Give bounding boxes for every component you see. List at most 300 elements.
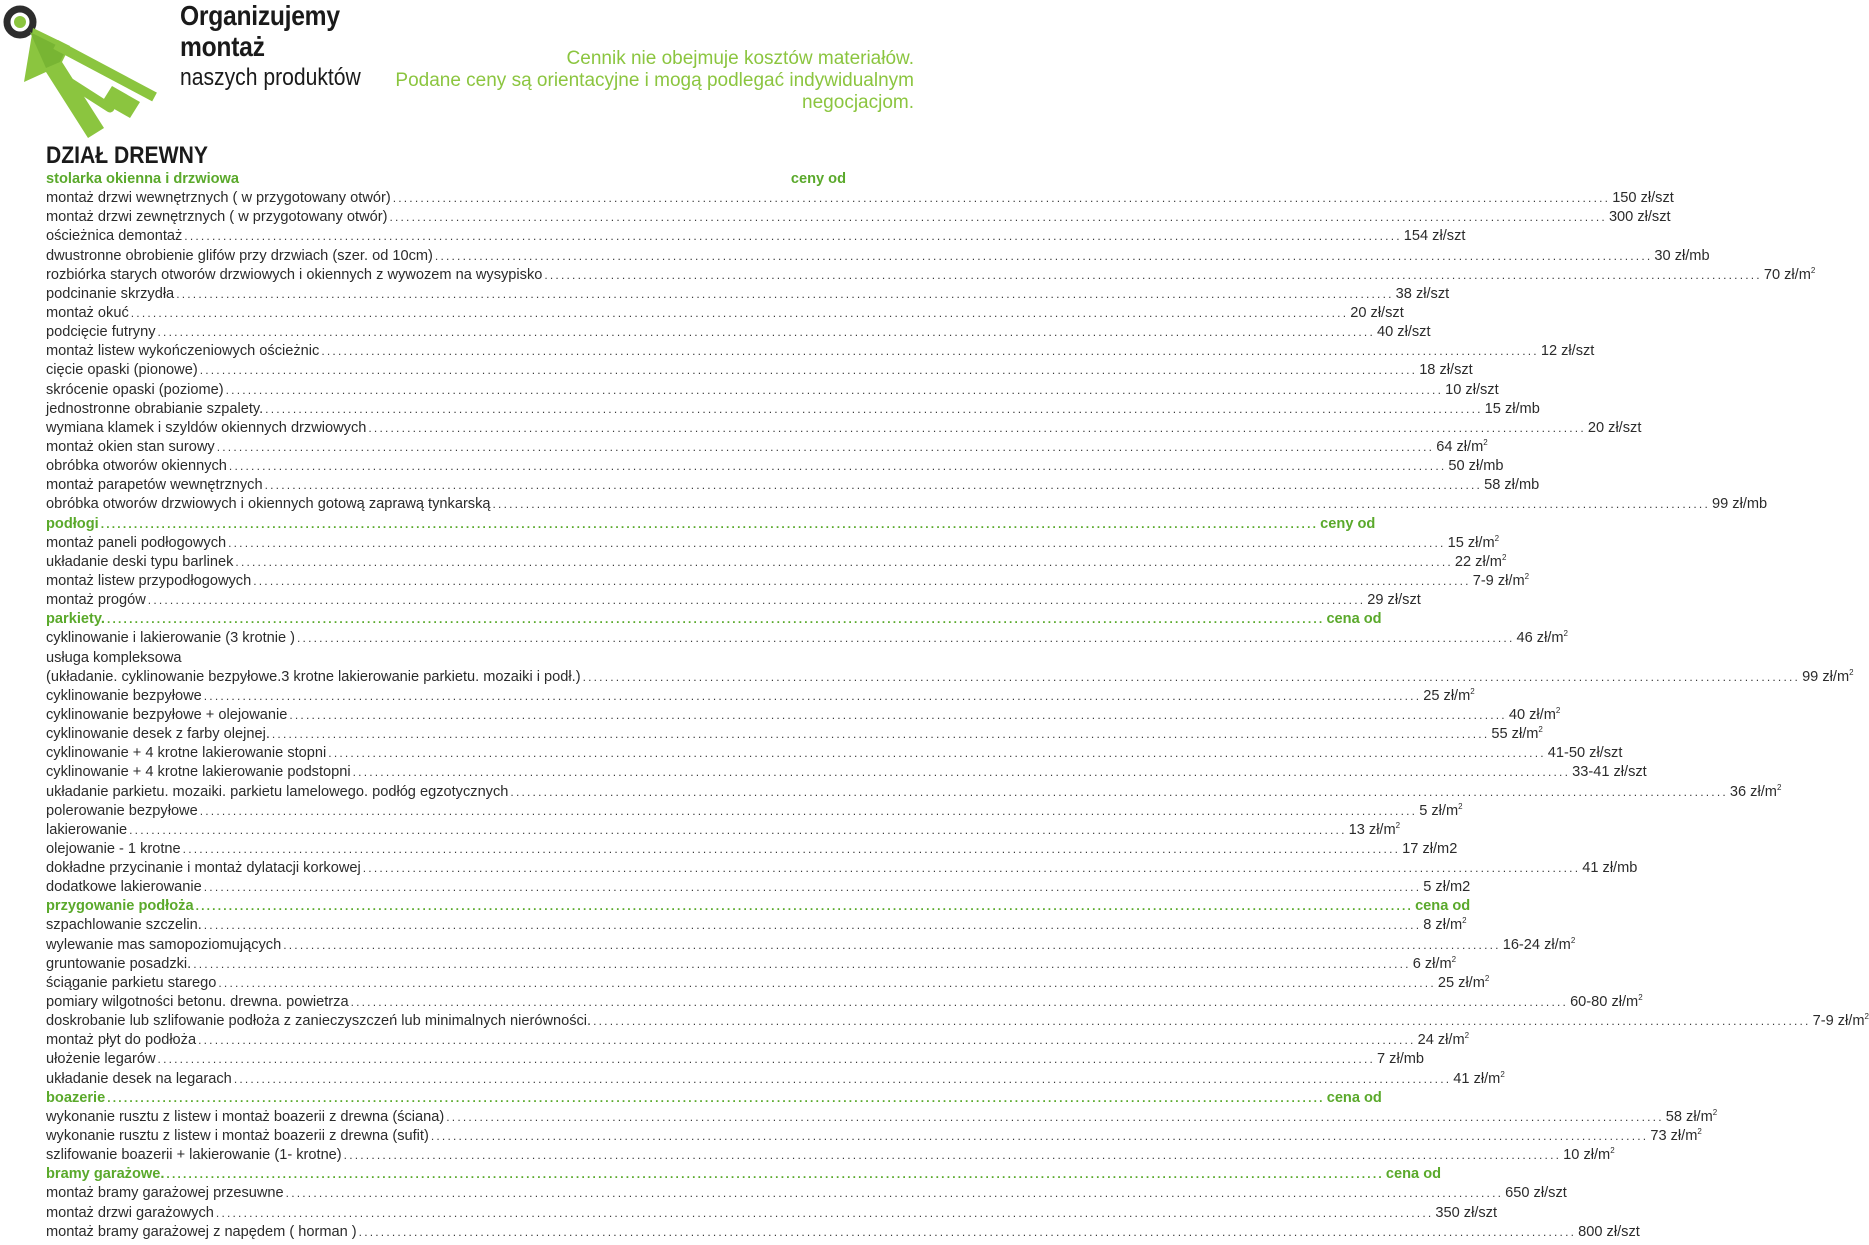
section-header xyxy=(46,1165,1442,1184)
service-name: montaż progów xyxy=(46,592,146,609)
department-heading: DZIAŁ DREWNY xyxy=(46,142,208,169)
service-name: montaż paneli podłogowych xyxy=(46,534,227,551)
dot-leader: ............................................................................................................................................................................................................................ xyxy=(184,229,1402,244)
service-price xyxy=(1367,591,1421,610)
price-row xyxy=(46,916,1467,935)
dot-leader: ............................................................................................................................................................................................................................ xyxy=(193,956,1411,971)
section-title: parkiety. xyxy=(46,611,105,628)
brand-title-line3: naszych produktów xyxy=(180,64,361,91)
dot-leader: ............................................................................................................................................................................................................................ xyxy=(203,880,1422,895)
dot-leader: ............................................................................................................................................................................................................................ xyxy=(199,803,1418,818)
unit-exponent: 2 xyxy=(1524,571,1530,581)
service-name: dwustronne obrobienie glifów przy drzwiach (szer. od 10cm) xyxy=(46,247,433,264)
price-value: 64 zł/m xyxy=(1436,438,1484,455)
service-price xyxy=(1730,783,1782,802)
price-row xyxy=(46,227,1466,246)
unit-exponent: 2 xyxy=(1610,1146,1615,1156)
dot-leader: ............................................................................................................................................................................................................................ xyxy=(271,727,1490,742)
price-row xyxy=(46,1069,1505,1089)
price-row xyxy=(46,400,1540,419)
dot-leader: ............................................................................................................................................................................................................................ xyxy=(228,459,1447,474)
service-price xyxy=(1455,553,1507,572)
dot-leader: ............................................................................................................................................................................................................................ xyxy=(283,937,1501,952)
service-name: doskrobanie lub szlifowanie podłoża z zanieczyszczeń lub minimalnych nierówności. xyxy=(46,1013,592,1030)
price-value: 17 zł/m2 xyxy=(1402,840,1458,857)
dot-leader: ............................................................................................................................................................................................................................ xyxy=(147,593,1366,608)
dot-leader: ............................................................................................................................................................................................................................ xyxy=(510,784,1728,799)
price-row xyxy=(46,265,1816,285)
service-price xyxy=(1541,342,1595,361)
price-row xyxy=(46,859,1638,878)
price-value: 20 zł/szt xyxy=(1587,419,1642,436)
dot-leader: ............................................................................................................................................................................................................................ xyxy=(434,248,1653,263)
price-column-label xyxy=(1320,515,1375,534)
dot-leader: ............................................................................................................................................................................................................................ xyxy=(582,669,1801,684)
price-column-label xyxy=(1386,1165,1441,1184)
dot-leader: ............................................................................................................................................................................................................................ xyxy=(218,975,1436,990)
service-price xyxy=(1350,304,1404,323)
price-row xyxy=(46,419,1642,438)
price-value: 50 zł/mb xyxy=(1448,458,1504,475)
service-name: układanie deski typu barlinek xyxy=(46,553,234,570)
dot-leader: ............................................................................................................................................................................................................................ xyxy=(225,382,1444,397)
price-value: 300 zł/szt xyxy=(1608,209,1671,226)
price-value: cena od xyxy=(1326,611,1382,628)
price-value: 12 zł/szt xyxy=(1540,343,1595,360)
service-name: montaż drzwi garażowych xyxy=(46,1204,214,1221)
price-value: 7-9 zł/m xyxy=(1812,1013,1865,1030)
unit-exponent: 2 xyxy=(1451,954,1457,964)
price-row xyxy=(46,629,1568,648)
price-value: 70 zł/m xyxy=(1763,266,1811,283)
price-column-label xyxy=(1326,610,1381,629)
dot-leader: ............................................................................................................................................................................................................................ xyxy=(544,267,1762,282)
dot-leader: ............................................................................................................................................................................................................................ xyxy=(107,1090,1325,1105)
service-price xyxy=(1448,457,1503,476)
dot-leader: ............................................................................................................................................................................................................................ xyxy=(129,822,1347,837)
dot-leader: ............................................................................................................................................................................................................................ xyxy=(195,899,1414,914)
service-name: montaż okuć xyxy=(46,304,129,321)
service-price xyxy=(1578,1223,1640,1242)
price-row xyxy=(46,705,1561,725)
dot-leader: ............................................................................................................................................................................................................................ xyxy=(215,1205,1434,1220)
section-title: podłogi xyxy=(46,515,99,532)
price-value: 5 zł/m2 xyxy=(1423,879,1471,896)
dot-leader: ............................................................................................................................................................................................................................ xyxy=(368,420,1586,435)
service-price xyxy=(1377,323,1431,342)
service-price xyxy=(1548,744,1623,763)
price-row xyxy=(46,1107,1718,1127)
price-row xyxy=(46,285,1450,304)
price-value: 5 zł/m xyxy=(1419,802,1459,819)
dot-leader: ............................................................................................................................................................................................................................ xyxy=(446,1109,1664,1124)
service-price xyxy=(1588,419,1642,438)
service-name: montaż płyt do podłoża xyxy=(46,1032,197,1049)
service-price xyxy=(1764,266,1816,285)
dot-leader: ............................................................................................................................................................................................................................ xyxy=(199,363,1418,378)
service-price xyxy=(1423,878,1470,897)
price-row xyxy=(46,552,1507,572)
price-value: ceny od xyxy=(790,171,846,187)
service-price xyxy=(1491,725,1543,744)
service-price xyxy=(1419,361,1473,380)
service-price xyxy=(1802,668,1854,687)
service-name: cięcie opaski (pionowe) xyxy=(46,362,198,379)
price-row xyxy=(46,878,1471,897)
service-name: polerowanie bezpyłowe xyxy=(46,802,198,819)
dot-leader: ............................................................................................................................................................................................................................ xyxy=(285,1186,1504,1201)
price-value: 16-24 zł/m xyxy=(1502,936,1571,953)
unit-exponent: 2 xyxy=(1555,705,1561,715)
price-row xyxy=(46,649,846,668)
dot-leader: ............................................................................................................................................................................................................................ xyxy=(321,344,1539,359)
service-name: rozbiórka starych otworów drzwiowych i okiennych z wywozem na wysypisko xyxy=(46,266,543,283)
service-name: cyklinowanie + 4 krotne lakierowanie podstopni xyxy=(46,764,351,781)
disclaimer-line1: Cennik nie obejmuje kosztów materiałów. xyxy=(566,48,914,69)
section-title: bramy garażowe. xyxy=(46,1166,165,1183)
service-name: ściąganie parkietu starego xyxy=(46,974,217,991)
disclaimer-line3: negocjacjom. xyxy=(802,92,914,113)
unit-exponent: 2 xyxy=(1864,1012,1869,1022)
dot-leader: ............................................................................................................................................................................................................................ xyxy=(253,573,1471,588)
price-row xyxy=(46,993,1643,1012)
section-title: boazerie xyxy=(46,1089,106,1106)
dot-leader: ............................................................................................................................................................................................................................ xyxy=(492,497,1710,512)
service-price xyxy=(1484,476,1539,495)
unit-exponent: 2 xyxy=(1538,725,1543,735)
service-price xyxy=(1654,247,1709,266)
dot-leader: ............................................................................................................................................................................................................................ xyxy=(100,516,1319,531)
service-price xyxy=(1448,534,1500,553)
price-value: 58 zł/mb xyxy=(1484,477,1540,494)
dot-leader: ............................................................................................................................................................................................................................ xyxy=(350,995,1569,1010)
section-header xyxy=(46,1089,1382,1108)
price-value: 36 zł/m xyxy=(1729,783,1777,800)
unit-exponent: 2 xyxy=(1483,437,1488,447)
service-name: cyklinowanie + 4 krotne lakierowanie stopni xyxy=(46,745,327,762)
service-price xyxy=(1436,438,1488,457)
dot-leader: ............................................................................................................................................................................................................................ xyxy=(343,1148,1562,1163)
service-name: jednostronne obrabianie szpalety. xyxy=(46,400,264,417)
unit-exponent: 2 xyxy=(1458,801,1463,811)
price-value: 650 zł/szt xyxy=(1505,1185,1567,1202)
dot-leader: ............................................................................................................................................................................................................................ xyxy=(228,535,1446,550)
service-price xyxy=(1517,629,1569,648)
price-row xyxy=(46,495,1768,514)
dot-leader: ............................................................................................................................................................................................................................ xyxy=(203,918,1422,933)
service-name: montaż parapetów wewnętrznych xyxy=(46,477,263,494)
price-value: 46 zł/m xyxy=(1516,630,1564,647)
unit-exponent: 2 xyxy=(1484,973,1490,983)
price-value: 20 zł/szt xyxy=(1350,304,1404,321)
price-value: cena od xyxy=(1385,1166,1442,1183)
service-name: gruntowanie posadzki. xyxy=(46,955,192,972)
service-name: montaż bramy garażowej z napędem ( horman ) xyxy=(46,1223,357,1240)
unit-exponent: 2 xyxy=(1501,552,1507,562)
service-price xyxy=(1438,974,1490,993)
dot-leader: ............................................................................................................................................................................................................................ xyxy=(264,478,1483,493)
dot-leader: ............................................................................................................................................................................................................................ xyxy=(166,1167,1384,1182)
service-name: ułożenie legarów xyxy=(46,1051,156,1068)
price-row xyxy=(46,247,1710,266)
price-row xyxy=(46,667,1854,687)
price-column-label xyxy=(1415,897,1470,916)
service-price xyxy=(1612,189,1674,208)
price-row xyxy=(46,571,1530,591)
price-value: 13 zł/m xyxy=(1348,821,1396,838)
service-name: dokładne przycinanie i montaż dylatacji korkowej xyxy=(46,860,361,877)
price-value: 25 zł/m xyxy=(1437,974,1485,991)
service-price xyxy=(1453,1070,1505,1089)
price-value: 6 zł/m xyxy=(1412,955,1452,972)
dot-leader: ............................................................................................................................................................................................................................ xyxy=(106,612,1325,627)
unit-exponent: 2 xyxy=(1638,993,1643,1003)
price-row xyxy=(46,686,1475,706)
service-name: wylewanie mas samopoziomujących xyxy=(46,936,282,953)
price-value: 40 zł/m xyxy=(1508,706,1556,723)
price-row xyxy=(46,361,1473,380)
service-price xyxy=(1473,572,1529,591)
price-value: 150 zł/szt xyxy=(1612,190,1674,207)
price-value: 38 zł/szt xyxy=(1395,285,1450,302)
service-name: cyklinowanie bezpyłowe xyxy=(46,687,202,704)
price-row xyxy=(46,342,1595,361)
price-row xyxy=(46,533,1500,553)
service-name: cyklinowanie bezpyłowe + olejowanie xyxy=(46,706,288,723)
service-price xyxy=(1435,1204,1497,1223)
price-row xyxy=(46,973,1490,993)
dot-leader: ............................................................................................................................................................................................................................ xyxy=(157,325,1375,340)
service-name: wymiana klamek i szyldów okiennych drzwiowych xyxy=(46,419,367,436)
service-price xyxy=(1650,1127,1702,1146)
price-row xyxy=(46,591,1421,610)
unit-exponent: 2 xyxy=(1464,1031,1470,1041)
price-value: 7-9 zł/m xyxy=(1472,572,1525,589)
dot-leader: ............................................................................................................................................................................................................................ xyxy=(392,191,1611,206)
brand-title-line2: montaż xyxy=(180,31,265,62)
service-name: cyklinowanie desek z farby olejnej. xyxy=(46,726,270,743)
service-name: montaż drzwi wewnętrznych ( w przygotowany otwór) xyxy=(46,190,391,207)
price-value: 25 zł/m xyxy=(1423,687,1471,704)
service-name: montaż bramy garażowej przesuwne xyxy=(46,1185,284,1202)
service-name: montaż listew przypodłogowych xyxy=(46,572,252,589)
unit-exponent: 2 xyxy=(1563,629,1568,639)
unit-exponent: 2 xyxy=(1494,533,1500,543)
price-value: 22 zł/m xyxy=(1454,553,1502,570)
service-name: dodatkowe lakierowanie xyxy=(46,879,202,896)
price-row xyxy=(46,820,1401,840)
price-row xyxy=(46,189,1674,208)
price-value: 10 zł/m xyxy=(1563,1147,1611,1164)
section-header xyxy=(46,170,846,189)
price-row xyxy=(46,208,1671,227)
price-row xyxy=(46,1012,1869,1031)
service-name: cyklinowanie i lakierowanie (3 krotnie ) xyxy=(46,630,296,647)
price-value: 33-41 zł/szt xyxy=(1572,764,1647,781)
price-row xyxy=(46,840,1458,859)
price-value: 15 zł/m xyxy=(1447,534,1495,551)
dot-leader: ............................................................................................................................................................................................................................ xyxy=(203,688,1422,703)
dot-leader: ............................................................................................................................................................................................................................ xyxy=(358,1224,1577,1239)
price-value: 73 zł/m xyxy=(1650,1128,1698,1145)
service-price xyxy=(1609,208,1671,227)
section-title: stolarka okienna i drzwiowa xyxy=(46,171,240,187)
price-row xyxy=(46,381,1499,400)
service-price xyxy=(1423,687,1475,706)
price-value: cena od xyxy=(1326,1089,1382,1106)
service-price xyxy=(1396,285,1450,304)
dot-leader: ............................................................................................................................................................................................................................ xyxy=(362,861,1581,876)
service-price xyxy=(1505,1184,1567,1203)
section-header xyxy=(46,610,1382,629)
service-price xyxy=(1712,495,1767,514)
price-row xyxy=(46,782,1782,802)
service-name: usługa kompleksowa xyxy=(46,649,182,666)
dot-leader: ............................................................................................................................................................................................................................ xyxy=(297,631,1515,646)
service-price xyxy=(1813,1012,1869,1031)
price-value: 40 zł/szt xyxy=(1377,324,1431,341)
price-row xyxy=(46,725,1543,744)
section-title: przygowanie podłoża xyxy=(46,898,194,915)
dot-leader: ............................................................................................................................................................................................................................ xyxy=(328,746,1546,761)
price-value: 30 zł/mb xyxy=(1654,247,1710,264)
price-row xyxy=(46,457,1504,476)
service-price xyxy=(1503,936,1576,955)
dot-leader: ............................................................................................................................................................................................................................ xyxy=(157,1052,1376,1067)
dot-leader: ............................................................................................................................................................................................................................ xyxy=(176,286,1394,301)
unit-exponent: 2 xyxy=(1849,667,1854,677)
service-price xyxy=(1485,400,1540,419)
service-name: układanie parkietu. mozaiki. parkietu lamelowego. podłóg egzotycznych xyxy=(46,783,509,800)
service-name: podcinanie skrzydła xyxy=(46,285,175,302)
dot-leader: ............................................................................................................................................................................................................................ xyxy=(235,554,1453,569)
service-name: obróbka otworów drzwiowych i okiennych gotową zaprawą tynkarską xyxy=(46,496,491,513)
price-row xyxy=(46,801,1463,821)
service-price xyxy=(1423,916,1466,935)
price-value: cena od xyxy=(1415,898,1471,915)
unit-exponent: 2 xyxy=(1500,1069,1505,1079)
price-value: 15 zł/mb xyxy=(1484,400,1540,417)
unit-exponent: 2 xyxy=(1776,782,1782,792)
unit-exponent: 2 xyxy=(1462,916,1467,926)
service-price xyxy=(1349,821,1401,840)
service-price xyxy=(1570,993,1643,1012)
service-name: montaż okien stan surowy xyxy=(46,438,215,455)
price-value: ceny od xyxy=(1320,515,1376,532)
price-value: 8 zł/m xyxy=(1423,917,1463,934)
dot-leader: ............................................................................................................................................................................................................................ xyxy=(130,305,1349,320)
service-name: montaż drzwi zewnętrznych ( w przygotowany otwór) xyxy=(46,209,388,226)
price-value: 41-50 zł/szt xyxy=(1547,745,1623,762)
service-name: szpachlowanie szczelin. xyxy=(46,917,202,934)
price-value: 350 zł/szt xyxy=(1435,1204,1498,1221)
hammer-plug-icon xyxy=(0,0,175,140)
service-price xyxy=(1582,859,1637,878)
service-price xyxy=(1404,227,1466,246)
dot-leader: ............................................................................................................................................................................................................................ xyxy=(233,1071,1452,1086)
service-price xyxy=(1418,1031,1470,1050)
price-value: 18 zł/szt xyxy=(1419,362,1473,379)
dot-leader: ............................................................................................................................................................................................................................ xyxy=(593,1014,1811,1029)
service-price xyxy=(1563,1146,1615,1165)
price-value: 154 zł/szt xyxy=(1403,228,1466,245)
unit-exponent: 2 xyxy=(1395,820,1401,830)
dot-leader: ............................................................................................................................................................................................................................ xyxy=(430,1129,1649,1144)
service-name: pomiary wilgotności betonu. drewna. powietrza xyxy=(46,994,349,1011)
dot-leader: ............................................................................................................................................................................................................................ xyxy=(352,765,1571,780)
price-value: 41 zł/mb xyxy=(1582,860,1638,877)
dot-leader: ............................................................................................................................................................................................................................ xyxy=(389,210,1607,225)
price-list xyxy=(46,170,1869,1242)
service-name: ościeżnica demontaż xyxy=(46,228,183,245)
service-name: obróbka otworów okiennych xyxy=(46,458,227,475)
service-name: (układanie. cyklinowanie bezpyłowe.3 krotne lakierowanie parkietu. mozaiki i podł.) xyxy=(46,668,581,685)
service-name: montaż listew wykończeniowych ościeżnic xyxy=(46,343,320,360)
price-row xyxy=(46,763,1647,782)
service-name: skrócenie opaski (poziome) xyxy=(46,381,224,398)
price-value: 29 zł/szt xyxy=(1367,592,1421,609)
disclaimer-line2: Podane ceny są orientacyjne i mogą podlegać indywidualnym xyxy=(395,70,914,91)
price-value: 7 zł/mb xyxy=(1377,1051,1425,1068)
service-price xyxy=(1666,1108,1718,1127)
dot-leader: ............................................................................................................................................................................................................................ xyxy=(182,841,1401,856)
unit-exponent: 2 xyxy=(1570,935,1576,945)
price-value: 41 zł/m xyxy=(1453,1070,1501,1087)
price-row xyxy=(46,323,1431,342)
price-row xyxy=(46,1031,1470,1050)
price-value: 99 zł/m xyxy=(1802,668,1850,685)
service-name: lakierowanie xyxy=(46,821,128,838)
service-name: szlifowanie boazerii + lakierowanie (1- krotne) xyxy=(46,1147,342,1164)
price-value: 99 zł/mb xyxy=(1712,496,1768,513)
service-price xyxy=(1377,1050,1424,1069)
price-row xyxy=(46,1184,1567,1203)
price-row xyxy=(46,1223,1640,1242)
dot-leader: ............................................................................................................................................................................................................................ xyxy=(289,707,1507,722)
price-row xyxy=(46,304,1404,323)
dot-leader: ............................................................................................................................................................................................................................ xyxy=(265,401,1483,416)
price-row xyxy=(46,744,1623,763)
unit-exponent: 2 xyxy=(1470,686,1475,696)
service-price xyxy=(1419,802,1462,821)
unit-exponent: 2 xyxy=(1810,265,1816,275)
price-row xyxy=(46,1204,1498,1223)
service-name: układanie desek na legarach xyxy=(46,1070,232,1087)
price-value: 800 zł/szt xyxy=(1578,1223,1640,1240)
unit-exponent: 2 xyxy=(1697,1127,1702,1137)
service-price xyxy=(1572,763,1647,782)
service-price xyxy=(1509,706,1561,725)
section-header xyxy=(46,897,1471,916)
price-row xyxy=(46,1050,1425,1069)
dot-leader: ............................................................................................................................................................................................................................ xyxy=(216,439,1435,454)
price-row xyxy=(46,954,1457,974)
service-price xyxy=(1445,381,1499,400)
dot-leader: ............................................................................................................................................................................................................................ xyxy=(198,1033,1416,1048)
price-value: 60-80 zł/m xyxy=(1570,994,1639,1011)
service-name: wykonanie rusztu z listew i montaż boazerii z drewna (sufit) xyxy=(46,1128,429,1145)
section-header xyxy=(46,515,1376,534)
unit-exponent: 2 xyxy=(1712,1107,1718,1117)
price-disclaimer xyxy=(354,48,914,114)
price-row xyxy=(46,1146,1615,1165)
price-row xyxy=(46,935,1576,955)
service-name: olejowanie - 1 krotne xyxy=(46,840,181,857)
price-value: 10 zł/szt xyxy=(1445,381,1499,398)
service-name: podcięcie futryny xyxy=(46,324,156,341)
price-value: 24 zł/m xyxy=(1417,1032,1465,1049)
price-value: 55 zł/m xyxy=(1491,726,1539,743)
